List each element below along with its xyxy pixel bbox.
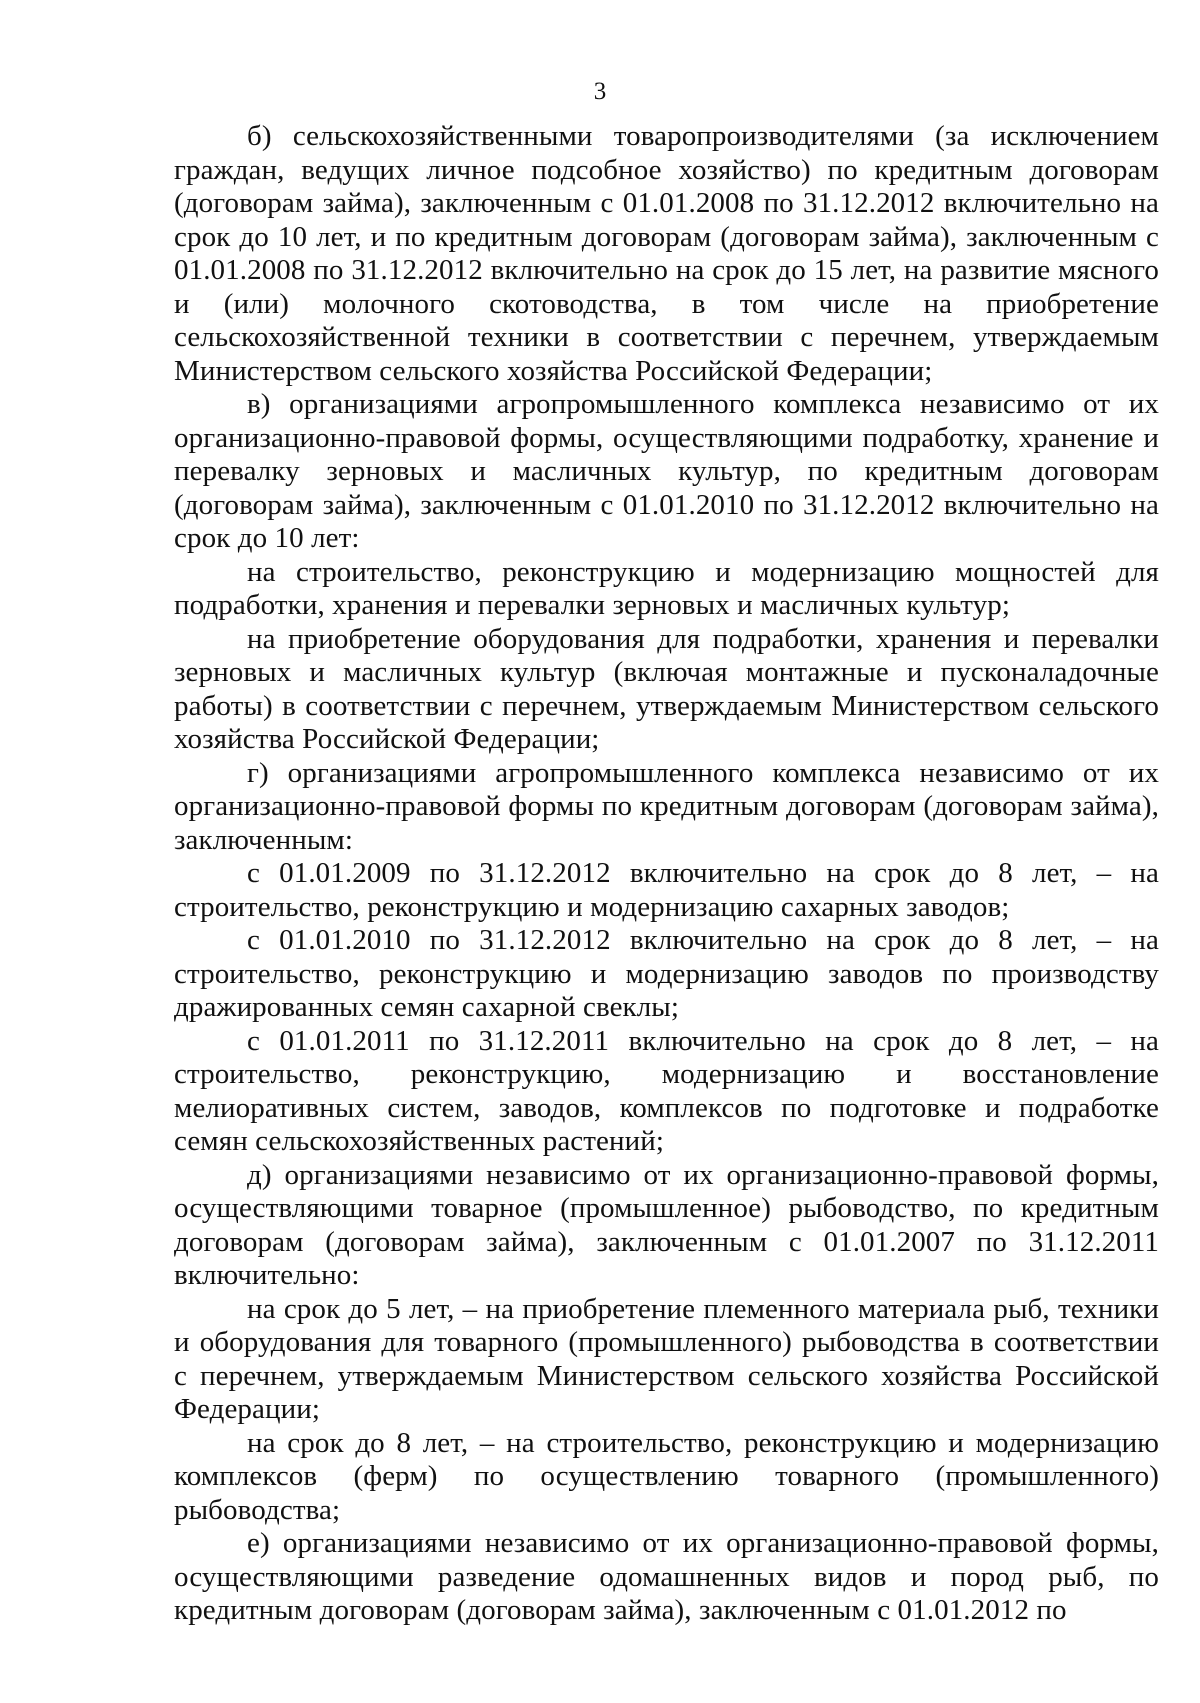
document-body: [174, 120, 1159, 1628]
paragraph-d: д) организациями независимо от их организационно-правовой формы, осуществляющими товарное (промышленное) рыбоводство, по кредитным договорам (договорам займа), заключенным с 01.01.2007 по 31.12.2011 включительно:: [174, 1158, 1159, 1291]
paragraph-d-item-1: на срок до 5 лет, – на приобретение племенного материала рыб, техники и оборудования для товарного (промышленного) рыбоводства в соответствии с перечнем, утверждаемым Министерством сельского хозяйства Российской Федерации;: [174, 1292, 1159, 1425]
paragraph-v: в) организациями агропромышленного комплекса независимо от их организационно-правовой формы, осуществляющими подработку, хранение и перевалку зерновых и масличных культур, по кредитным договорам (договорам займа), заключенным с 01.01.2010 по 31.12.2012 включительно на срок до 10 лет:: [174, 388, 1159, 554]
paragraph-g-item-3: с 01.01.2011 по 31.12.2011 включительно на срок до 8 лет, – на строительство, реконструкцию, модернизацию и восстановление мелиоративных систем, заводов, комплексов по подготовке и подработке семян сельскохозяйственных растений;: [174, 1024, 1159, 1157]
page-number: 3: [593, 78, 607, 105]
paragraph-g-item-1: с 01.01.2009 по 31.12.2012 включительно на срок до 8 лет, – на строительство, реконструкцию и модернизацию сахарных заводов;: [174, 857, 1159, 923]
paragraph-e: е) организациями независимо от их организационно-правовой формы, осуществляющими разведение одомашненных видов и пород рыб, по кредитным договорам (договорам займа), заключенным с 01.01.2012 по: [174, 1527, 1159, 1626]
paragraph-v-item-2: на приобретение оборудования для подработки, хранения и перевалки зерновых и масличных культур (включая монтажные и пусконаладочные работы) в соответствии с перечнем, утверждаемым Министерством сельского хозяйства Российской Федерации;: [174, 622, 1159, 755]
paragraph-v-item-1: на строительство, реконструкцию и модернизацию мощностей для подработки, хранения и перевалки зерновых и масличных культур;: [174, 555, 1159, 621]
paragraph-d-item-2: на срок до 8 лет, – на строительство, реконструкцию и модернизацию комплексов (ферм) по осуществлению товарного (промышленного) рыбоводства;: [174, 1426, 1159, 1526]
paragraph-g-item-2: с 01.01.2010 по 31.12.2012 включительно на срок до 8 лет, – на строительство, реконструкцию и модернизацию заводов по производству дражированных семян сахарной свеклы;: [174, 924, 1159, 1023]
paragraph-b: б) сельскохозяйственными товаропроизводителями (за исключением граждан, ведущих личное подсобное хозяйство) по кредитным договорам (договорам займа), заключенным с 01.01.2008 по 31.12.2012 включительно на срок до 10 лет, и по кредитным договорам (договорам займа), заключенным с 01.01.2008 по 31.12.2012 включительно на срок до 15 лет, на развитие мясного и (или) молочного скотоводства, в том числе на приобретение сельскохозяйственной техники в соответствии с перечнем, утверждаемым Министерством сельского хозяйства Российской Федерации;: [174, 120, 1159, 387]
paragraph-g: г) организациями агропромышленного комплекса независимо от их организационно-правовой формы по кредитным договорам (договорам займа), заключенным:: [174, 756, 1159, 856]
